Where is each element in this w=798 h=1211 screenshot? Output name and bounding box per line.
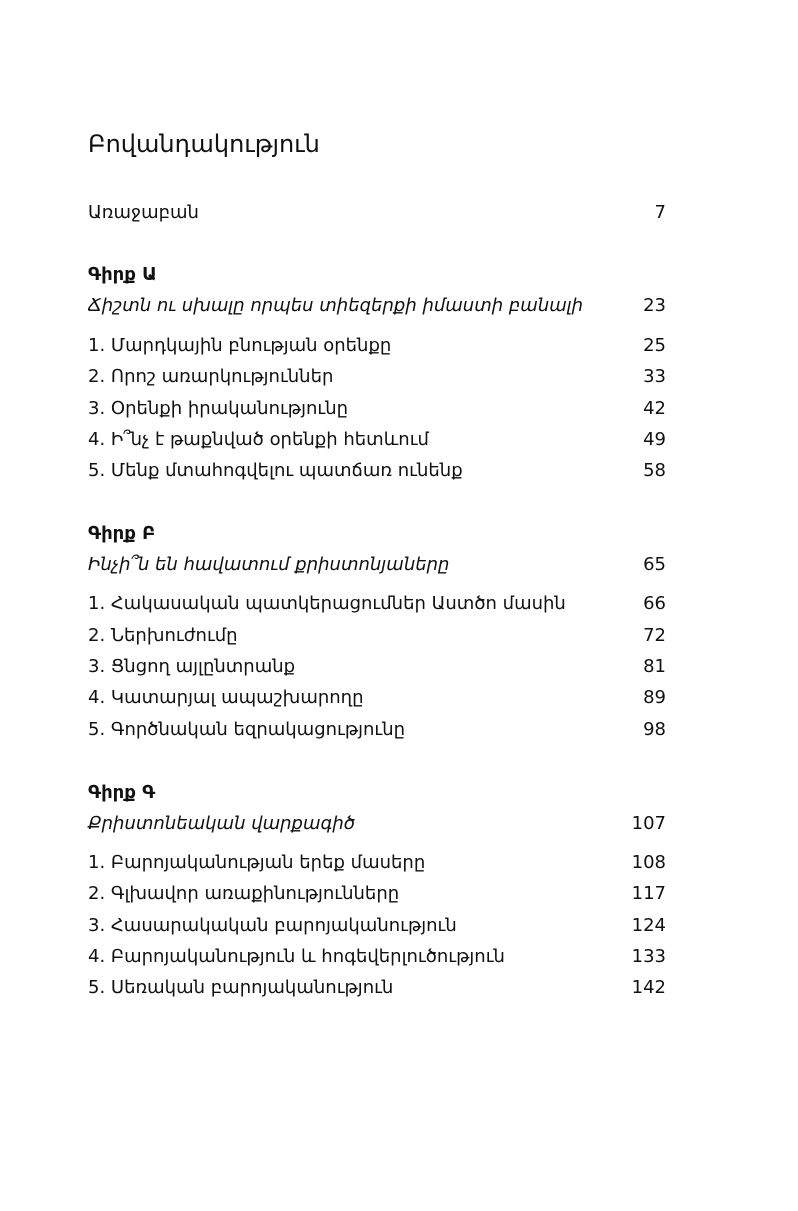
toc-entry-page: 49 [643, 429, 666, 450]
toc-entry-label: 3. Օրենքի իրականությունը [88, 398, 349, 419]
toc-entry-page: 23 [643, 295, 666, 316]
toc-entry [88, 396, 666, 422]
toc-entry-page: 33 [643, 366, 666, 387]
toc-entry [88, 975, 666, 1001]
toc-entry-label: 4. Ի՞նչ է թաքնված օրենքի հետևում [88, 429, 429, 450]
toc-entry-page: 66 [643, 593, 666, 614]
toc-entry [88, 364, 666, 390]
book-subtitle-c [88, 811, 666, 837]
toc-entry-label: Քրիստոնեական վարքագիծ [88, 813, 355, 834]
toc-entry-page: 58 [643, 460, 666, 481]
toc-entry [88, 717, 666, 743]
toc-entry-label: 2. Գլխավոր առաքինությունները [88, 883, 400, 904]
toc-entry [88, 850, 666, 876]
toc-entry [88, 333, 666, 359]
toc-entry-page: 81 [643, 656, 666, 677]
toc-entry-label: 5. Սեռական բարոյականություն [88, 977, 394, 998]
page-title: Բովանդակություն [88, 130, 320, 158]
toc-entry-label: 5. Գործնական եզրակացությունը [88, 719, 406, 740]
toc-entry-page: 42 [643, 398, 666, 419]
toc-entry [88, 881, 666, 907]
book-heading-c: Գիրք Գ [88, 782, 156, 803]
toc-entry [88, 591, 666, 617]
toc-entry-label: Առաջաբան [88, 202, 199, 223]
toc-entry-page: 7 [654, 202, 666, 223]
toc-entry-page: 25 [643, 335, 666, 356]
toc-entry-label: 2. Որոշ առարկություններ [88, 366, 334, 387]
toc-entry-label: 1. Բարոյականության երեք մասերը [88, 852, 426, 873]
toc-entry-page: 98 [643, 719, 666, 740]
toc-entry-page: 124 [631, 915, 666, 936]
toc-entry [88, 913, 666, 939]
toc-entry-label: 4. Կատարյալ ապաշխարողը [88, 687, 364, 708]
toc-entry [88, 458, 666, 484]
toc-entry-label: 5. Մենք մտահոգվելու պատճառ ունենք [88, 460, 463, 481]
toc-entry-label: 1. Մարդկային բնության օրենքը [88, 335, 392, 356]
toc-entry-page: 65 [643, 554, 666, 575]
toc-entry [88, 427, 666, 453]
toc-entry-label: 4. Բարոյականություն և հոգեվերլուծություն [88, 946, 505, 967]
toc-entry-page: 142 [631, 977, 666, 998]
book-subtitle-a [88, 293, 666, 319]
toc-entry [88, 623, 666, 649]
toc-entry-label: 1. Հակասական պատկերացումներ Աստծո մասին [88, 593, 566, 614]
book-subtitle-b [88, 552, 666, 578]
toc-entry-label: 3. Ցնցող այլընտրանք [88, 656, 296, 677]
toc-entry-label: Ինչի՞ն են հավատում քրիստոնյաները [88, 554, 450, 575]
toc-entry-page: 133 [631, 946, 666, 967]
toc-entry-label: 2. Ներխուժումը [88, 625, 238, 646]
book-heading-b: Գիրք Բ [88, 523, 156, 544]
toc-entry-page: 108 [631, 852, 666, 873]
toc-entry [88, 654, 666, 680]
toc-entry-page: 107 [631, 813, 666, 834]
toc-entry-page: 117 [631, 883, 666, 904]
toc-entry-label: Ճիշտն ու սխալը որպես տիեզերքի իմաստի բանալի [88, 295, 584, 316]
toc-entry [88, 944, 666, 970]
toc-entry-preface [88, 200, 666, 226]
toc-entry-page: 89 [643, 687, 666, 708]
toc-entry [88, 685, 666, 711]
toc-entry-page: 72 [643, 625, 666, 646]
book-heading-a: Գիրք Ա [88, 264, 157, 285]
toc-entry-label: 3. Հասարակական բարոյականություն [88, 915, 457, 936]
